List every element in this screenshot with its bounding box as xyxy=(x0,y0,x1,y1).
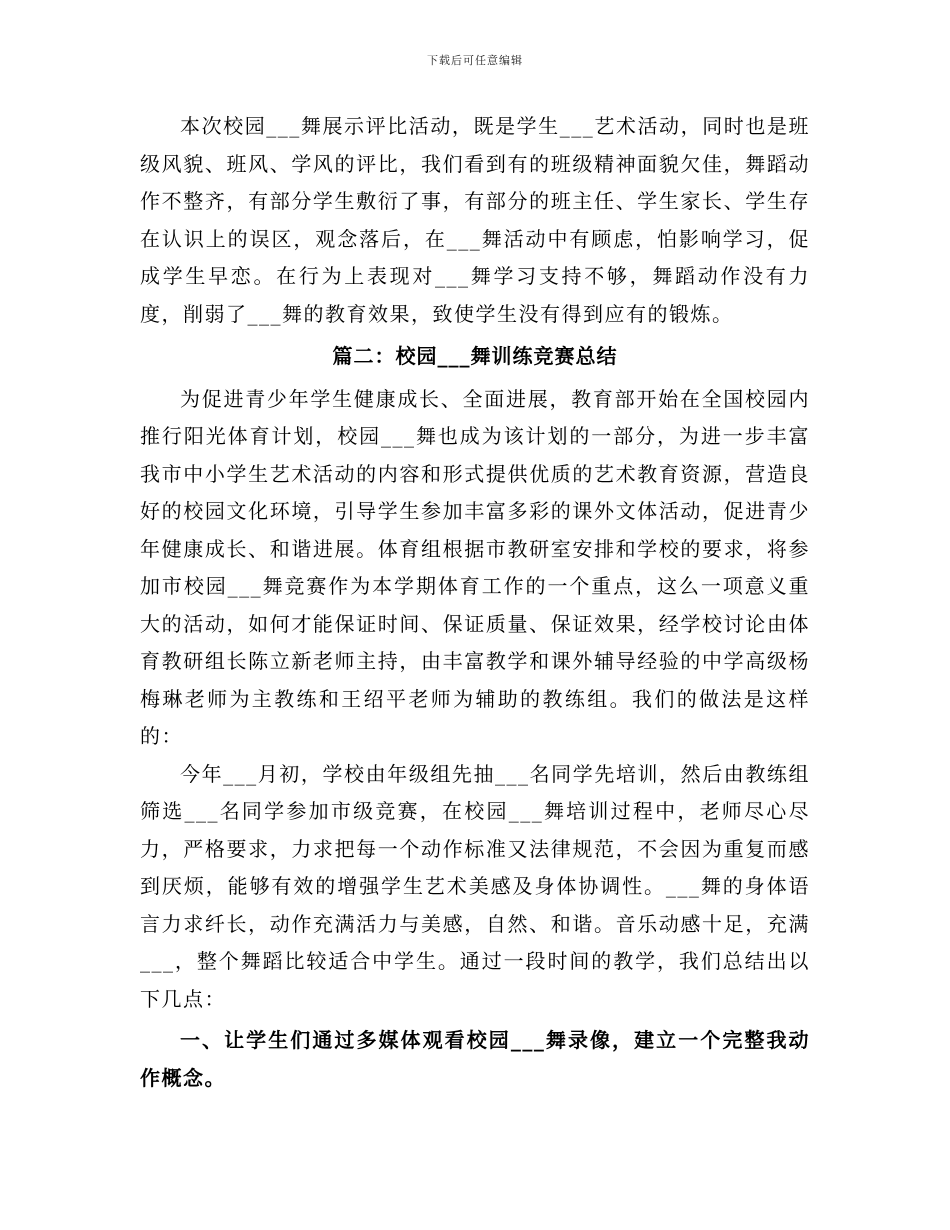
section-heading: 篇二：校园___舞训练竞赛总结 xyxy=(332,344,618,368)
paragraph-2: 为促进青少年学生健康成长、全面进展，教育部开始在全国校园内推行阳光体育计划，校园___舞也成为该计划的一部分，为进一步丰富我市中小学生艺术活动的内容和形式提供优质的艺术教育资源，营造良好的校园文化环境，引导学生参加丰富多彩的课外文体活动，促进青少年健康成长、和谐进展。体育组根据市教研室安排和学校的要求，将参加市校园___舞竞赛作为本学期体育工作的一个重点，这么一项意义重大的活动，如何才能保证时间、保证质量、保证效果，经学校讨论由体育教研组长陈立新老师主持，由丰富教学和课外辅导经验的中学高级杨梅琳老师为主教练和王绍平老师为辅助的教练组。我们的做法是这样的： xyxy=(140,386,810,748)
paragraph-1: 本次校园___舞展示评比活动，既是学生___艺术活动，同时也是班级风貌、班风、学风的评比，我们看到有的班级精神面貌欠佳，舞蹈动作不整齐，有部分学生敷衍了事，有部分的班主任、学生家长、学生存在认识上的误区，观念落后，在___舞活动中有顾虑，怕影响学习，促成学生早恋。在行为上表现对___舞学习支持不够，舞蹈动作没有力度，削弱了___舞的教育效果，致使学生没有得到应有的锻炼。 xyxy=(140,114,810,326)
header-note: 下载后可任意编辑 xyxy=(427,54,523,67)
paragraph-3: 今年___月初，学校由年级组先抽___名同学先培训，然后由教练组筛选___名同学参加市级竞赛，在校园___舞培训过程中，老师尽心尽力，严格要求，力求把每一个动作标准又法律规范，不会因为重复而感到厌烦，能够有效的增强学生艺术美感及身体协调性。___舞的身体语言力求纤长，动作充满活力与美感，自然、和谐。音乐动感十足，充满___，整个舞蹈比较适合中学生。通过一段时间的教学，我们总结出以下几点： xyxy=(140,761,810,1011)
point-1: 一、让学生们通过多媒体观看校园___舞录像，建立一个完整我动作概念。 xyxy=(140,1028,810,1090)
document-body xyxy=(140,108,810,1097)
